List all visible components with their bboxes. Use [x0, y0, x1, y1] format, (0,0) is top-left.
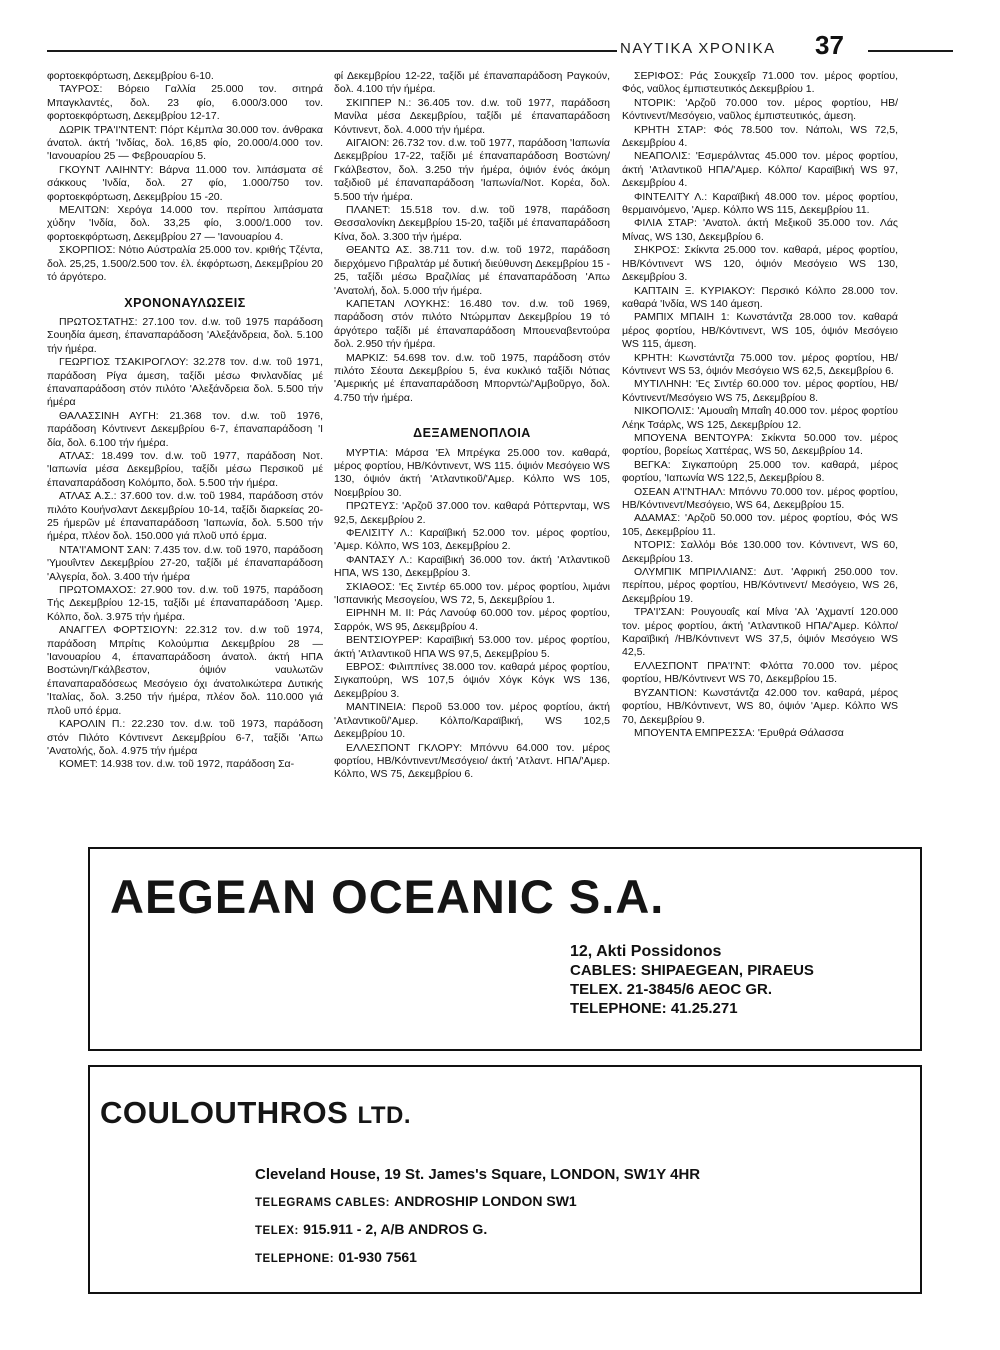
- col2-entry: ΑΙΓΑΙΟΝ: 26.732 τον. d.w. τοῦ 1977, παράδοση 'Ιαπωνία Δεκεμβρίου 17-22, ταξίδι μέ έπαναπαράδοση Βοστώνη/Γκάλβεστον, δολ. 3.250 τήν ήμέρα, όψιόν ένός άκόμη ταξιδιοῦ μέ έπαναπαράδοση 'Ιαπωνία/Νοτ. Κορέα, δολ. 5.500 τήν ήμέρα.: [334, 137, 610, 203]
- advertisement-aegean-oceanic: [88, 847, 922, 1051]
- column-1: [47, 70, 323, 772]
- col3-entry: ΒΥΖΑΝΤΙΟΝ: Κωνστάντζα 42.000 τον. καθαρά, μέρος φορτίου, ΗΒ/Κόντινεντ, WS 80, όψιόν 'Αμερ. Κόλπο WS 70, Δεκεμβρίου 9.: [622, 686, 898, 726]
- col1-entry: ΠΡΩΤΟΜΑΧΟΣ: 27.900 τον. d.w. τοῦ 1975, παράδοση Τής Δεκεμβρίου 12-15, ταξίδι μέ έπαναπαράδοση 'Αμερ. Κόλπο, δολ. 3.975 τήν ήμέρα.: [47, 584, 323, 623]
- col1-entry: ΓΕΩΡΓΙΟΣ ΤΣΑΚΙΡΟΓΛΟΥ: 32.278 τον. d.w. τοῦ 1971, παράδοση Ρίγα άμεση, ταξίδι μέσω Φινλανδίας μέ έπαναπαράδοση στόν πιλότο 'Αλεξάνδρεια δολ. 5.500 τήν ήμέρα: [47, 356, 323, 409]
- col3-entry: ΟΛΥΜΠΙΚ ΜΠΡΙΛΛΙΑΝΣ: Δυτ. 'Αφρική 250.000 τον. περίπου, μέρος φορτίου, ΗΒ/Κόντινεντ/ Μεσόγειο, WS 26, Δεκεμβρίου 19.: [622, 566, 898, 605]
- col1-entry: ΣΚΟΡΠΙΟΣ: Νότιο Αύστραλία 25.000 τον. κριθής Τζέντα, δολ. 25,25, 1.500/2.500 τον. έλ. έκφόρτωση, Δεκεμβρίου 20 τό άργότερο.: [47, 244, 323, 284]
- col1-entry: ΓΚΟΥΝΤ ΛΑΙΗΝΤΥ: Βάρνα 11.000 τον. λιπάσματα σέ σάκκους 'Ινδία, δολ. 27 φίο, 1.000/750 τον. φορτοεκφόρτωση, Δεκεμβρίου 15 -20.: [47, 163, 323, 203]
- col1-entry: ΑΤΛΑΣ Α.Σ.: 37.600 τον. d.w. τοῦ 1984, παράδοση στόν πιλότο Κουήνσλαντ Δεκεμβρίου 10-14, ταξίδι διαρκείας 20-25 ήμερῶν μέ έπαναπαράδοση 'Ιαπωνία, δολ. 5.500 τήν ήμέρα, πλέον δολ. 150.000 γιά πλοῦ υπό έρμα.: [47, 490, 323, 543]
- col2-entry: ΘΕΑΝΤΩ ΑΣ. 38.711 τον. d.w. τοῦ 1972, παράδοση διερχόμενο Γιβραλτάρ μέ δυτική διεύθυνση Δεκεμβρίου 15 - 25, ταξίδι μέσω Βραζιλίας μέ έπαναπαράδοση 'Απω 'Ανατολή, δολ. 5.000 τήν ήμέρα.: [334, 244, 610, 297]
- col2-entry: ΠΡΩΤΕΥΣ: 'Αρζοῦ 37.000 τον. καθαρά Ρόττερνταμ, WS 92,5, Δεκεμβρίου 2.: [334, 500, 610, 526]
- advertisement-coulouthros: [88, 1065, 922, 1294]
- col1-entry: ΝΤΑ'Ι'ΑΜΟΝΤ ΣΑΝ: 7.435 τον. d.w. τοῦ 1970, παράδοση 'Υμουΐντεν Δεκεμβρίου 27-20, ταξίδι μέ έπαναπαράδοση 'Αλγερία, δολ. 3.400 τήν ήμέρα: [47, 543, 323, 583]
- section-heading-time-charters: ΧΡΟΝΟΝΑΥΛΩΣΕΙΣ: [124, 295, 246, 310]
- col2-entry: ΦΑΝΤΑΣΥ Λ.: Καραϊβική 36.000 τον. άκτή 'Ατλαντικοῦ ΗΠΑ, WS 130, Δεκεμβρίου 3.: [334, 553, 610, 580]
- col1-entry: ΠΡΩΤΟΣΤΑΤΗΣ: 27.100 τον. d.w. τοῦ 1975 παράδοση Σουηδία άμεση, έπαναπαράδοση 'Αλεξάνδρεια, δολ. 5.100 τήν ήμέρα.: [47, 315, 323, 355]
- ad-contact-block: [255, 1162, 700, 1272]
- col3-entry: ΦΙΝΤΕΛΙΤΥ Λ.: Καραϊβική 48.000 τον. μέρος φορτίου, θερμαινόμενο, 'Αμερ. Κόλπο WS 115, Δεκεμβρίου 11.: [622, 190, 898, 217]
- col1-entry: ΘΑΛΑΣΣΙΝΗ ΑΥΓΗ: 21.368 τον. d.w. τοῦ 1976, παράδοση Κόντινεντ Δεκεμβρίου 6-7, έπαναπαράδοση 'Ι δία, δολ. 6.100 τήν ήμέρα.: [47, 409, 323, 449]
- ad-address: 12, Akti Possidonos: [570, 943, 722, 960]
- ad-company-name: [100, 1095, 411, 1131]
- col2-entry: ΠΛΑΝΕΤ: 15.518 τον. d.w. τοῦ 1978, παράδοση Θεσσαλονίκη Δεκεμβρίου 15-20, ταξίδι μέ έπαναπαράδοση Κίνα, δολ. 3.300 τήν ήμέρα.: [334, 204, 610, 243]
- col3-entry: ΡΑΜΠΙΧ ΜΠΑΙΗ 1: Κωνστάντζα 28.000 τον. καθαρά μέρος φορτίου, ΗΒ/Κόντινεντ, WS 105, όψιόν Μεσόγειο WS 115, άμεση.: [622, 311, 898, 351]
- col1-entry: ΤΑΥΡΟΣ: Βόρειο Γαλλία 25.000 τον. σιτηρά Μπαγκλαντές, δολ. 23 φίο, 6.000/3.000 τον. φορτοεκφόρτωση, Δεκεμβρίου 12-17.: [47, 83, 323, 123]
- col2-entry: ΒΕΝΤΣΙΟΥΡΕΡ: Καραϊβική 53.000 τον. μέρος φορτίου, άκτή 'Ατλαντικοῦ ΗΠΑ WS 97,5, Δεκεμβρίου 5.: [334, 634, 610, 660]
- col2-entry: ΚΑΠΕΤΑΝ ΛΟΥΚΗΣ: 16.480 τον. d.w. τοῦ 1969, παράδοση στόν πιλότο Ντώρμπαν Δεκεμβρίου 19 τό άργότερο ταξίδι μέ έπαναπαράδοση Μπουεναβεντούρα δολ. 2.950 τήν ήμέρα.: [334, 297, 610, 351]
- ad-telex-value: 915.911 - 2, A/B ANDROS G.: [303, 1221, 488, 1237]
- col2-entry: ΣΚΙΠΠΕΡ Ν.: 36.405 τον. d.w. τοῦ 1977, παράδοση Μανίλα μέσα Δεκεμβρίου, ταξίδι μέ έπαναπαράδοση Κόντινεντ, δολ. 4.000 τήν ήμέρα.: [334, 96, 610, 136]
- col3-entry: ΜΠΟΥΕΝΤΑ ΕΜΠΡΕΣΣΑ: 'Ερυθρά Θάλασσα: [634, 726, 844, 739]
- ad-telegrams-value: ANDROSHIP LONDON SW1: [394, 1193, 577, 1209]
- header-rule-right: [868, 50, 953, 52]
- ad-telephone-value: 01-930 7561: [338, 1249, 417, 1265]
- ad-address: Cleveland House, 19 St. James's Square, LONDON, SW1Y 4HR: [255, 1166, 701, 1183]
- col3-entry: ΝΤΟΡΙΣ: Σαλλόμ Βόε 130.000 τον. Κόντινεντ, WS 60, Δεκεμβρίου 13.: [622, 539, 898, 565]
- ad-company-suffix: LTD.: [357, 1102, 411, 1129]
- col2-entry: ΕΛΛΕΣΠΟΝΤ ΓΚΛΟΡΥ: Μπόννυ 64.000 τον. μέρος φορτίου, ΗΒ/Κόντινεντ/Μεσόγειο/ άκτή 'Ατλαντ. ΗΠΑ/'Αμερ. Κόλπο, WS 75, Δεκεμβρίου 6.: [334, 741, 610, 781]
- col3-entry: ΣΕΡΙΦΟΣ: Ράς Σουκχεΐρ 71.000 τον. μέρος φορτίου, Φός, ναῦλος έμπιστευτικός Δεκεμβρίου 1.: [622, 70, 898, 96]
- ad-contact-block: [570, 942, 814, 1018]
- col1-entry: ΜΕΛΙΤΩΝ: Χερόγα 14.000 τον. περίπου λιπάσματα χύδην 'Ινδία, δολ. 33,25 φίο, 3.000/1.000 τον. φορτοεκφόρτωση, Δεκεμβρίου 27 — 'Ιανουαρίου 4.: [47, 204, 323, 243]
- col2-entry: ΕΒΡΟΣ: Φιλιππίνες 38.000 τον. καθαρά μέρος φορτίου, Σιγκαπούρη, WS 107,5 όψιόν Χόγκ Κόγκ WS 136, Δεκεμβρίου 3.: [334, 661, 610, 700]
- section-heading-tankers: ΔΕΞΑΜΕΝΟΠΛΟΙΑ: [413, 426, 531, 441]
- page-number: 37: [815, 30, 844, 60]
- col1-entry: ΑΝΑΓΓΕΛ ΦΟΡΤΣΙΟΥΝ: 22.312 τον. d.w τοῦ 1974, παράδοση Μπρίτις Κολούμπια Δεκεμβρίου 28 — 'Ιανουαρίου 4, έπαναπαράδοση άνατολ. άκτή ΗΠΑ Βοστώνη/Γκάλβεστον, όψιόν ναυλωτῶν έπαναπαραδόσεως Μεσόγειο όχι άνατολικώτερα Δυτικής 'Ιταλίας, δολ. 3.250 τήν ήμέρα, πλέον δολ. 110.000 γιά πλοῦ υπό έρμα.: [47, 624, 323, 717]
- col2-entry: ΦΕΛΙΣΙΤΥ Λ.: Καραϊβική 52.000 τον. μέρος φορτίου, 'Αμερ. Κόλπο, WS 103, Δεκεμβρίου 2.: [334, 527, 610, 553]
- col3-entry: ΒΕΓΚΑ: Σιγκαπούρη 25.000 τον. καθαρά, μέρος φορτίου, 'Ιαπωνία WS 122,5, Δεκεμβρίου 8.: [622, 458, 898, 485]
- ad-telegrams-label: TELEGRAMS CABLES:: [255, 1197, 390, 1209]
- col3-entry: ΜΥΤΙΛΗΝΗ: 'Ες Σιντέρ 60.000 τον. μέρος φορτίου, ΗΒ/Κόντινεντ/Μεσόγειο WS 75, Δεκεμβρίου 8.: [622, 378, 898, 404]
- col3-entry: ΚΡΗΤΗ: Κωνστάντζα 75.000 τον. μέρος φορτίου, ΗΒ/Κόντινεντ WS 53, όψιόν Μεσόγειο WS 62,5, Δεκεμβρίου 6.: [622, 351, 898, 377]
- col3-entry: ΜΠΟΥΕΝΑ ΒΕΝΤΟΥΡΑ: Σκίκντα 50.000 τον. μέρος φορτίου, βορείως Χαττέρας, WS 50, Δεκεμβρίου 14.: [622, 431, 898, 458]
- col1-entry: ΚΟΜΕΤ: 14.938 τον. d.w. τοῦ 1972, παράδοση Σα-: [59, 758, 295, 771]
- col3-entry: ΣΗΚΡΟΣ: Σκίκντα 25.000 τον. καθαρά, μέρος φορτίου, ΗΒ/Κόντινεντ WS 120, όψιόν Μεσόγειο WS 130, Δεκεμβρίου 3.: [622, 244, 898, 284]
- col1-entry: ΚΑΡΟΛΙΝ Π.: 22.230 τον. d.w. τοῦ 1973, παράδοση στόν Πιλότο Κόντινεντ Δεκεμβρίου 6-7, ταξίδι 'Απω 'Ανατολής, δολ. 4.975 τήν ήμέρα: [47, 718, 323, 757]
- ad-telex: TELEX. 21-3845/6 AEOC GR.: [570, 981, 773, 998]
- ad-telephone-label: TELEPHONE:: [255, 1253, 335, 1265]
- col3-entry: ΕΛΛΕΣΠΟΝΤ ΠΡΑ'Ι'ΝΤ: Φλόττα 70.000 τον. μέρος φορτίου, ΗΒ/Κόντινεντ WS 70, Δεκεμβρίου 15.: [622, 659, 898, 686]
- ad-company-main: COULOUTHROS: [100, 1095, 349, 1130]
- running-head: ΝΑΥΤΙΚΑ ΧΡΟΝΙΚΑ: [620, 40, 776, 57]
- col3-entry: ΤΡΑ'Ι'ΣΑΝ: Ρουγουαΐς καί Μίνα 'Αλ 'Αχμαντί 120.000 τον. μέρος φορτίου, άκτή 'Ατλαντικοῦ ΗΠΑ/'Αμερ. Κόλπο/ Καραϊβική /ΗΒ/Κόντινεντ WS 37,5, όψιόν Μεσόγειο WS 42,5.: [622, 606, 898, 659]
- ad-telex-label: TELEX:: [255, 1225, 299, 1237]
- col2-entry: ΜΑΡΚΙΖ: 54.698 τον. d.w. τοῦ 1975, παράδοση στόν πιλότο Σέουτα Δεκεμβρίου 5, ένα κυκλικό ταξίδι Νότιας 'Αμερικής μέ έπαναπαράδοση Μπορντώ/'Αμβοῦργο, δολ. 4.750 τήν ήμέρα.: [334, 351, 610, 404]
- col3-entry: ΝΕΑΠΟΛΙΣ: 'Εσμεράλντας 45.000 τον. μέρος φορτίου, άκτή 'Ατλαντικοῦ ΗΠΑ/'Αμερ. Κόλπο/ Καραϊβική WS 97, Δεκεμβρίου 4.: [622, 150, 898, 190]
- col2-entry: φί Δεκεμβρίου 12-22, ταξίδι μέ έπαναπαράδοση Ραγκούν, δολ. 4.100 τήν ήμέρα.: [334, 70, 610, 96]
- ad-telephone: TELEPHONE: 41.25.271: [570, 1000, 738, 1017]
- col3-entry: ΚΑΠΤΑΙΝ Ξ. ΚΥΡΙΑΚΟΥ: Περσικό Κόλπο 28.000 τον. καθαρά 'Ινδία, WS 140 άμεση.: [622, 284, 898, 310]
- col3-entry: ΦΙΛΙΑ ΣΤΑΡ: 'Ανατολ. άκτή Μεξικοῦ 35.000 τον. Λάς Μίνας, WS 130, Δεκεμβρίου 6.: [622, 217, 898, 243]
- col3-entry: ΟΣΕΑΝ Α'Ι'ΝΤΗΑΛ: Μπόννυ 70.000 τον. μέρος φορτίου, ΗΒ/Κόντινεντ/Μεσόγειο, WS 64, Δεκεμβρίου 15.: [622, 485, 898, 511]
- col2-entry: ΜΥΡΤΙΑ: Μάρσα 'Ελ Μπρέγκα 25.000 τον. καθαρά, μέρος φορτίου, ΗΒ/Κόντινεντ, WS 115. όψιόν Μεσόγειο WS 130, όψιόν άκτή 'Ατλαντικοῦ/'Αμερ. Κόλπο WS 105, Νοεμβρίου 30.: [334, 446, 610, 499]
- col3-entry: ΝΤΟΡΙΚ: 'Αρζοῦ 70.000 τον. μέρος φορτίου, ΗΒ/Κόντινεντ/Μεσόγειο, ναῦλος έμπιστευτικός, άμεση.: [622, 96, 898, 123]
- ad-company-name: AEGEAN OCEANIC S.A.: [110, 870, 665, 923]
- col2-entry: ΣΚΙΑΘΟΣ: 'Ες Σιντέρ 65.000 τον. μέρος φορτίου, λιμάνι 'Ισπανικής Μεσογείου, WS 72, 5, Δεκεμβρίου 1.: [334, 580, 610, 607]
- col1-entry: ΑΤΛΑΣ: 18.499 τον. d.w. τοῦ 1977, παράδοση Νοτ. 'Ιαπωνία μέσα Δεκεμβρίου, ταξίδι μέσω Περσικοῦ μέ έπαναπαράδοση Κολόμπο, δολ. 5.500 τήν ήμέρα.: [47, 449, 323, 489]
- header-rule-left: [47, 50, 617, 52]
- col2-entry: ΜΑΝΤΙΝΕΙΑ: Περοῦ 53.000 τον. μέρος φορτίου, άκτή 'Ατλαντικοῦ/'Αμερ. Κόλπο/Καραϊβική, WS 102,5 Δεκεμβρίου 10.: [334, 701, 610, 741]
- col3-entry: ΚΡΗΤΗ ΣΤΑΡ: Φός 78.500 τον. Νάπολι, WS 72,5, Δεκεμβρίου 4.: [622, 123, 898, 150]
- col3-entry: ΑΔΑΜΑΣ: 'Αρζοῦ 50.000 τον. μέρος φορτίου, Φός WS 105, Δεκεμβρίου 11.: [622, 512, 898, 538]
- col1-entry: φορτοεκφόρτωση, Δεκεμβρίου 6-10.: [47, 70, 214, 82]
- ad-cables: CABLES: SHIPAEGEAN, PIRAEUS: [570, 962, 814, 979]
- col1-entry: ΔΩΡΙΚ ΤΡΑ'Ι'ΝΤΕΝΤ: Πόρτ Κέμπλα 30.000 τον. άνθρακα άνατολ. άκτή 'Ινδίας, δολ. 16,85 φίο, 20.000/4.000 τον. 'Ιανουαρίου 25 — Φεβρουαρίου 5.: [47, 123, 323, 163]
- column-2: [334, 70, 610, 782]
- col2-entry: ΕΙΡΗΝΗ Μ. ΙΙ: Ράς Λανούφ 60.000 τον. μέρος φορτίου, Σαρρόκ, WS 95, Δεκεμβρίου 4.: [334, 607, 610, 633]
- col3-entry: ΝΙΚΟΠΟΛΙΣ: 'Αμουαΐη Μπαΐη 40.000 τον. μέρος φορτίου Λέηκ Τσάρλς, WS 125, Δεκεμβρίου 12.: [622, 405, 898, 431]
- column-3: [622, 70, 898, 740]
